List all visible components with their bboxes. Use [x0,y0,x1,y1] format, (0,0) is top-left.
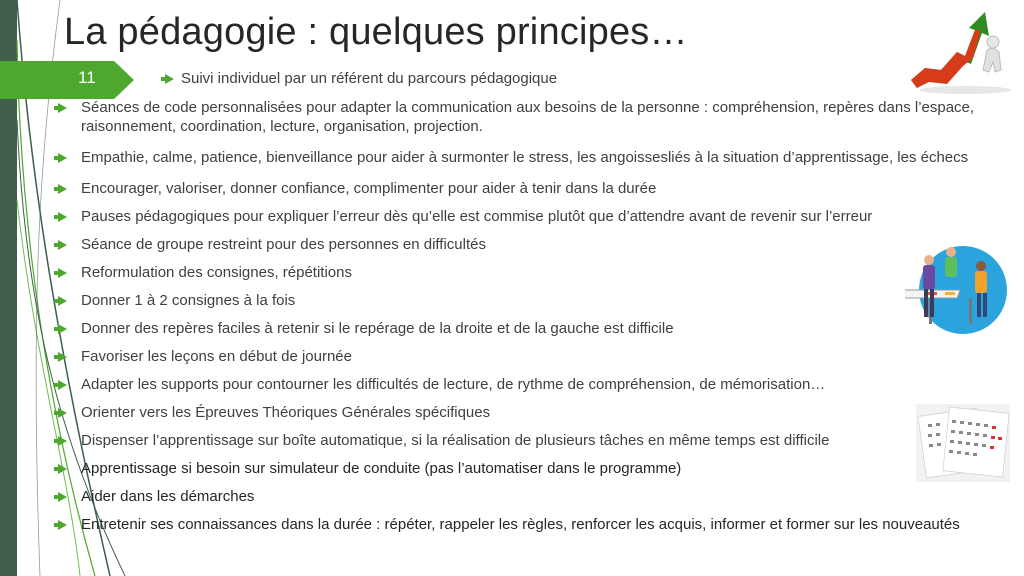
green-arrow-bullet-icon [58,464,67,474]
bullet-item [54,347,994,366]
green-arrow-bullet-icon [58,352,67,362]
bullet-text: Entretenir ses connaissances dans la durée : répéter, rappeler les règles, renforcer les acquis, informer et former sur les nouveautés [81,516,960,533]
bullet-text: Apprentissage si besoin sur simulateur de conduite (pas l’automatiser dans le programme) [81,460,682,477]
green-arrow-bullet-icon [58,436,67,446]
bullet-text: Donner 1 à 2 consignes à la fois [81,292,296,309]
green-arrow-bullet-icon [58,268,67,278]
bullet-item [54,98,994,136]
bullet-item [54,291,994,310]
bullet-text: Encourager, valoriser, donner confiance, complimenter pour aider à tenir dans la durée [81,180,657,197]
bullet-item [54,207,994,226]
bullet-text: Orienter vers les Épreuves Théoriques Générales spécifiques [81,404,491,421]
bullet-item [54,375,994,394]
bullet-text: Reformulation des consignes, répétitions [81,264,352,281]
bullet-item [54,148,994,167]
green-arrow-bullet-icon [58,380,67,390]
bullet-item [54,263,994,282]
green-arrow-bullet-icon [58,240,67,250]
bullet-item [54,179,994,198]
bullet-item [54,431,994,450]
green-arrow-bullet-icon [58,408,67,418]
bullet-text: Empathie, calme, patience, bienveillance pour aider à surmonter le stress, les angoissesliés à la situation d’apprentissage, les échecs [81,149,969,166]
slide-number-tab [0,61,134,99]
green-arrow-bullet-icon [58,153,67,163]
bullet-text: Séances de code personnalisées pour adapter la communication aux besoins de la personne : compréhension, repères dans l’espace, raisonnement, coordination, lecture, organisation, projection. [81,99,975,135]
bullet-text: Donner des repères faciles à retenir si le repérage de la droite et de la gauche est difficile [81,320,674,337]
slide-number: 11 [78,68,96,87]
sub-bullet-text: Suivi individuel par un référent du parcours pédagogique [181,70,558,87]
green-arrow-bullet-icon [58,103,67,113]
bullet-text: Séance de groupe restreint pour des personnes en difficultés [81,236,486,253]
green-arrow-bullet-icon [58,520,67,530]
bullet-list [54,98,994,534]
bullet-text: Dispenser l’apprentissage sur boîte automatique, si la réalisation de plusieurs tâches en même temps est difficile [81,432,830,449]
bullet-item [54,459,994,478]
sub-bullet-item [161,70,557,87]
bullet-item [54,235,994,254]
slide-title: La pédagogie : quelques principes… [64,11,688,53]
bullet-item [54,403,994,422]
green-arrow-bullet-icon [58,492,67,502]
green-arrow-bullet-icon [58,184,67,194]
green-arrow-bullet-icon [58,296,67,306]
calendar-illustration [916,404,1010,482]
bullet-text: Aider dans les démarches [81,488,255,505]
team-meeting-illustration [905,238,1007,336]
growth-arrow-figure-illustration [905,8,1015,94]
bullet-text: Adapter les supports pour contourner les difficultés de lecture, de rythme de compréhension, de mémorisation… [81,376,826,393]
bullet-text: Favoriser les leçons en début de journée [81,348,352,365]
bullet-text: Pauses pédagogiques pour expliquer l’erreur dès qu’elle est commise plutôt que d’attendre avant de revenir sur l’erreur [81,208,873,225]
bullet-item [54,487,994,506]
green-arrow-bullet-icon [58,324,67,334]
green-arrow-bullet-icon [165,74,174,84]
green-arrow-bullet-icon [58,212,67,222]
bullet-item [54,319,994,338]
bullet-item [54,515,994,534]
